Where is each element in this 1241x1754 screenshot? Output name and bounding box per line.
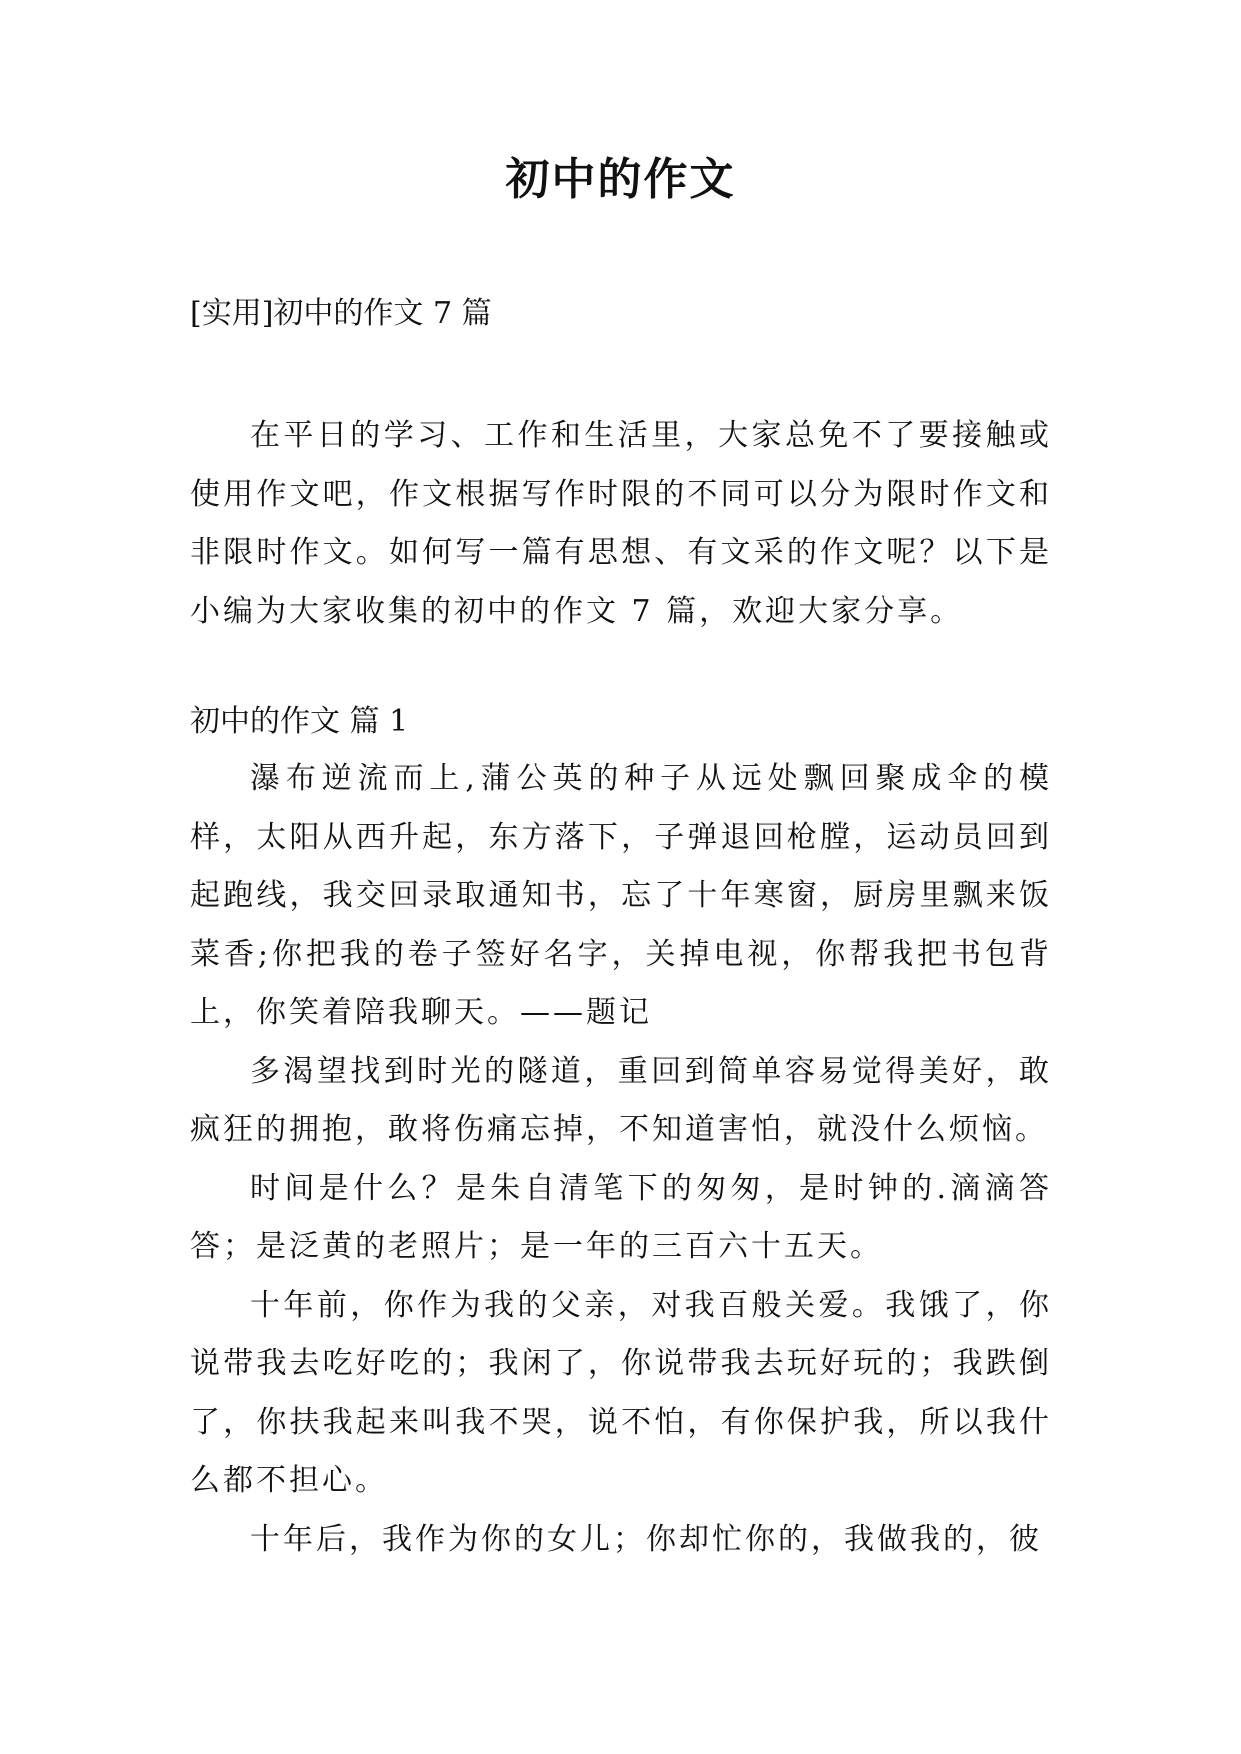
intro-paragraph: 在平日的学习、工作和生活里，大家总免不了要接触或使用作文吧，作文根据写作时限的不同可以分为限时作文和非限时作文。如何写一篇有思想、有文采的作文呢？以下是小编为大家收集的初中的作文 7 篇，欢迎大家分享。 [190, 418, 1052, 629]
essay-paragraph: 十年前，你作为我的父亲，对我百般关爱。我饿了，你说带我去吃好吃的；我闲了，你说带我去玩好玩的；我跌倒了，你扶我起来叫我不哭，说不怕，有你保护我，所以我什么都不担心。 [190, 1287, 1052, 1498]
essay-paragraph: 时间是什么？是朱自清笔下的匆匆，是时钟的.滴滴答答；是泛黄的老照片；是一年的三百六十五天。 [190, 1170, 1052, 1264]
essay-body [190, 750, 1052, 1569]
intro-block [190, 407, 1052, 641]
document-subtitle: [实用]初中的作文 7 篇 [190, 296, 492, 331]
document-title: 初中的作文 [505, 154, 736, 205]
essay-paragraph: 瀑布逆流而上,蒲公英的种子从远处飘回聚成伞的模样，太阳从西升起，东方落下，子弹退回枪膛，运动员回到起跑线，我交回录取通知书，忘了十年寒窗，厨房里飘来饭菜香;你把我的卷子签好名字，关掉电视，你帮我把书包背上，你笑着陪我聊天。——题记 [190, 761, 1052, 1030]
essay-paragraph: 多渴望找到时光的隧道，重回到简单容易觉得美好，敢疯狂的拥抱，敢将伤痛忘掉，不知道害怕，就没什么烦恼。 [190, 1053, 1052, 1147]
section-heading: 初中的作文 篇 1 [190, 704, 409, 739]
essay-paragraph: 十年后，我作为你的女儿；你却忙你的，我做我的，彼 [250, 1521, 1042, 1557]
